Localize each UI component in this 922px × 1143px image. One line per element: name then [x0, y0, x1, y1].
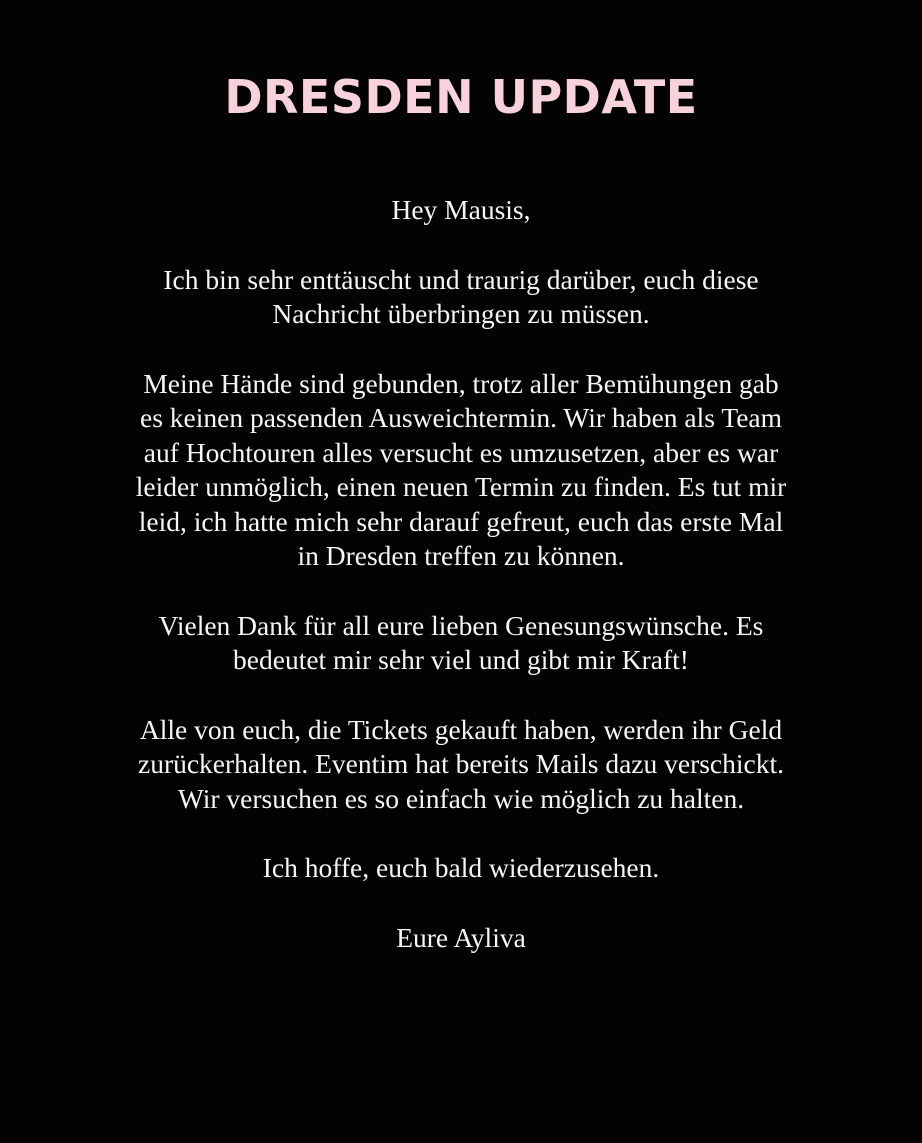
text-line: bedeutet mir sehr viel und gibt mir Kraft!: [233, 644, 689, 675]
text-line: in Dresden treffen zu können.: [297, 540, 625, 571]
text-line: Hey Mausis,: [391, 194, 531, 225]
explanation-paragraph: [40, 367, 882, 574]
signature: [40, 921, 882, 956]
text-line: leider unmöglich, einen neuen Termin zu finden. Es tut mir: [135, 471, 787, 502]
text-line: Ich hoffe, euch bald wiederzusehen.: [262, 852, 660, 883]
message-body: [40, 193, 882, 990]
text-line: Wir versuchen es so einfach wie möglich zu halten.: [177, 782, 745, 814]
thanks-paragraph: [40, 609, 882, 678]
text-line: Nachricht überbringen zu müssen.: [272, 298, 650, 329]
greeting-paragraph: [40, 193, 882, 228]
text-line: es keinen passenden Ausweichtermin. Wir haben als Team: [139, 402, 783, 433]
text-line: auf Hochtouren alles versucht es umzusetzen, aber es war: [143, 436, 779, 468]
closing-paragraph: [40, 851, 882, 886]
text-line: zurückerhalten. Eventim hat bereits Mails dazu verschickt.: [137, 748, 784, 779]
text-line: Vielen Dank für all eure lieben Genesungswünsche. Es: [158, 609, 764, 641]
refund-paragraph: [40, 713, 882, 817]
text-line: Ich bin sehr enttäuscht und traurig darüber, euch diese: [163, 263, 759, 295]
headline: DRESDEN UPDATE: [224, 70, 698, 124]
text-line: Alle von euch, die Tickets gekauft haben, werden ihr Geld: [139, 713, 783, 745]
text-line: Eure Ayliva: [396, 921, 526, 953]
text-line: leid, ich hatte mich sehr darauf gefreut, euch das erste Mal: [138, 505, 784, 537]
text-line: Meine Hände sind gebunden, trotz aller Bemühungen gab: [143, 367, 779, 399]
disappointment-paragraph: [40, 263, 882, 332]
